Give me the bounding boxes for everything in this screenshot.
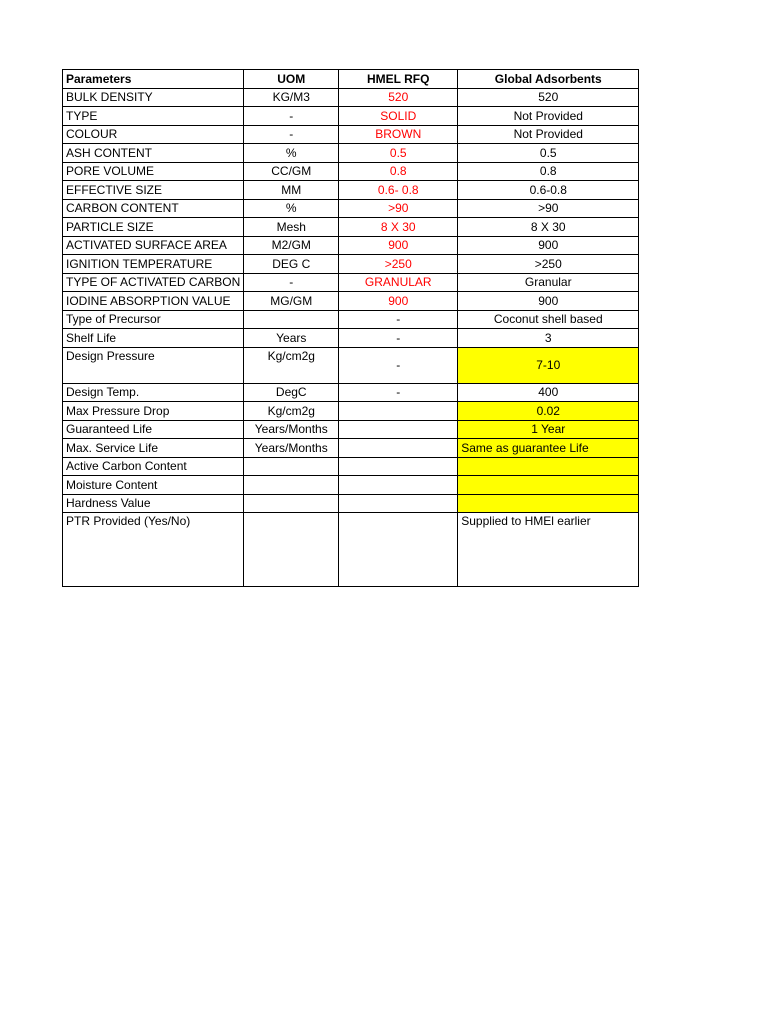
uom-cell: M2/GM [244, 236, 339, 255]
rfq-cell: - [339, 347, 458, 383]
global-cell: 0.5 [458, 144, 639, 163]
global-cell [458, 476, 639, 495]
table-row [63, 292, 639, 311]
param-cell: PARTICLE SIZE [63, 218, 244, 237]
rfq-cell: 900 [339, 236, 458, 255]
table-row [63, 329, 639, 348]
global-cell: 0.6-0.8 [458, 181, 639, 200]
rfq-cell: SOLID [339, 107, 458, 126]
table-row [63, 199, 639, 218]
table-row [63, 439, 639, 458]
uom-cell: - [244, 273, 339, 292]
rfq-cell [339, 494, 458, 513]
table-row [63, 107, 639, 126]
table-row [63, 457, 639, 476]
param-cell: Shelf Life [63, 329, 244, 348]
rfq-cell [339, 457, 458, 476]
table-row [63, 420, 639, 439]
uom-cell: MM [244, 181, 339, 200]
header-uom: UOM [244, 70, 339, 89]
rfq-cell: - [339, 329, 458, 348]
rfq-cell: >90 [339, 199, 458, 218]
param-cell: PORE VOLUME [63, 162, 244, 181]
uom-cell: Years [244, 329, 339, 348]
uom-cell: Kg/cm2g [244, 347, 339, 383]
rfq-cell [339, 420, 458, 439]
uom-cell [244, 476, 339, 495]
rfq-cell [339, 476, 458, 495]
param-cell: PTR Provided (Yes/No) [63, 513, 244, 587]
uom-cell: Kg/cm2g [244, 402, 339, 421]
uom-cell: % [244, 199, 339, 218]
uom-cell [244, 494, 339, 513]
uom-cell [244, 457, 339, 476]
param-cell: Hardness Value [63, 494, 244, 513]
rfq-cell: 8 X 30 [339, 218, 458, 237]
param-cell: TYPE [63, 107, 244, 126]
table-row [63, 402, 639, 421]
param-cell: IGNITION TEMPERATURE [63, 255, 244, 274]
rfq-cell: - [339, 310, 458, 329]
rfq-cell: >250 [339, 255, 458, 274]
param-cell: COLOUR [63, 125, 244, 144]
table-row [63, 476, 639, 495]
param-cell: Max. Service Life [63, 439, 244, 458]
global-cell: Granular [458, 273, 639, 292]
global-cell: Coconut shell based [458, 310, 639, 329]
global-cell: >90 [458, 199, 639, 218]
rfq-cell: 0.6- 0.8 [339, 181, 458, 200]
rfq-cell: 0.5 [339, 144, 458, 163]
uom-cell [244, 513, 339, 587]
uom-cell: Years/Months [244, 420, 339, 439]
global-cell: 900 [458, 292, 639, 311]
rfq-cell [339, 513, 458, 587]
header-hmel-rfq: HMEL RFQ [339, 70, 458, 89]
global-cell [458, 457, 639, 476]
uom-cell: - [244, 107, 339, 126]
rfq-cell [339, 439, 458, 458]
table-row [63, 144, 639, 163]
rfq-cell [339, 402, 458, 421]
table-row [63, 383, 639, 402]
header-parameters: Parameters [63, 70, 244, 89]
param-cell: EFFECTIVE SIZE [63, 181, 244, 200]
uom-cell: MG/GM [244, 292, 339, 311]
table-row [63, 162, 639, 181]
global-cell: 0.02 [458, 402, 639, 421]
param-cell: Max Pressure Drop [63, 402, 244, 421]
global-cell: Same as guarantee Life [458, 439, 639, 458]
param-cell: ACTIVATED SURFACE AREA [63, 236, 244, 255]
table-row [63, 125, 639, 144]
global-cell: Supplied to HMEl earlier [458, 513, 639, 587]
header-row [63, 70, 639, 89]
header-global-adsorbents: Global Adsorbents [458, 70, 639, 89]
table-row [63, 181, 639, 200]
param-cell: Moisture Content [63, 476, 244, 495]
uom-cell: Mesh [244, 218, 339, 237]
uom-cell: Years/Months [244, 439, 339, 458]
global-cell: 1 Year [458, 420, 639, 439]
param-cell: ASH CONTENT [63, 144, 244, 163]
global-cell: 8 X 30 [458, 218, 639, 237]
table-row [63, 310, 639, 329]
rfq-cell: GRANULAR [339, 273, 458, 292]
global-cell: Not Provided [458, 107, 639, 126]
table-row [63, 513, 639, 587]
comparison-table [62, 69, 639, 587]
global-cell: Not Provided [458, 125, 639, 144]
global-cell: 900 [458, 236, 639, 255]
global-cell: 0.8 [458, 162, 639, 181]
table-row [63, 273, 639, 292]
table-row [63, 88, 639, 107]
param-cell: CARBON CONTENT [63, 199, 244, 218]
param-cell: Type of Precursor [63, 310, 244, 329]
global-cell: >250 [458, 255, 639, 274]
uom-cell: CC/GM [244, 162, 339, 181]
table-row [63, 494, 639, 513]
rfq-cell: 520 [339, 88, 458, 107]
rfq-cell: 900 [339, 292, 458, 311]
param-cell: Design Pressure [63, 347, 244, 383]
table-row [63, 255, 639, 274]
uom-cell: KG/M3 [244, 88, 339, 107]
uom-cell: % [244, 144, 339, 163]
param-cell: Design Temp. [63, 383, 244, 402]
param-cell: IODINE ABSORPTION VALUE [63, 292, 244, 311]
rfq-cell: BROWN [339, 125, 458, 144]
table-row [63, 236, 639, 255]
global-cell: 7-10 [458, 347, 639, 383]
param-cell: BULK DENSITY [63, 88, 244, 107]
uom-cell [244, 310, 339, 329]
global-cell [458, 494, 639, 513]
param-cell: Guaranteed Life [63, 420, 244, 439]
table-row [63, 218, 639, 237]
global-cell: 3 [458, 329, 639, 348]
rfq-cell: - [339, 383, 458, 402]
param-cell: TYPE OF ACTIVATED CARBON [63, 273, 244, 292]
global-cell: 520 [458, 88, 639, 107]
table-row [63, 347, 639, 383]
uom-cell: DEG C [244, 255, 339, 274]
uom-cell: - [244, 125, 339, 144]
global-cell: 400 [458, 383, 639, 402]
param-cell: Active Carbon Content [63, 457, 244, 476]
rfq-cell: 0.8 [339, 162, 458, 181]
uom-cell: DegC [244, 383, 339, 402]
